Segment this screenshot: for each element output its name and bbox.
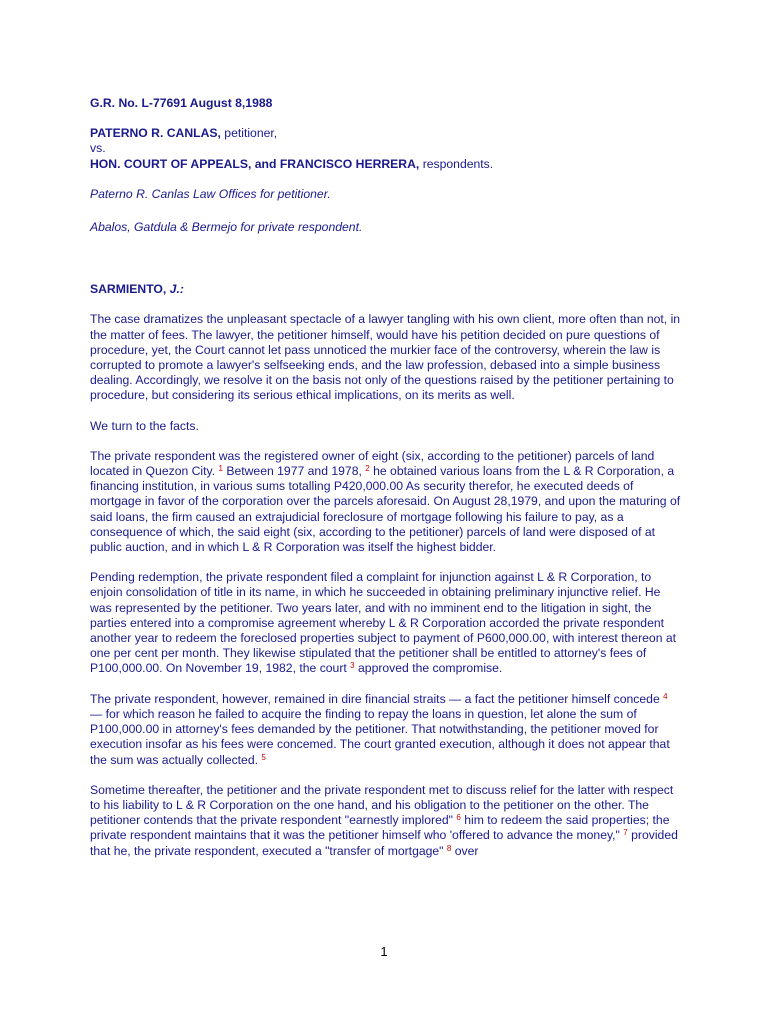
respondents-name: HON. COURT OF APPEALS, and FRANCISCO HERRERA, <box>90 156 420 171</box>
footnote-ref-5[interactable]: 5 <box>261 752 266 762</box>
paragraph-3-text-b: Between 1977 and 1978, <box>222 464 366 479</box>
page-number: 1 <box>380 944 388 959</box>
paragraph-3-text-a: The private respondent was the registered owner of eight (six, according to the petitioner) parcels of land located in Quezon City. <box>90 448 655 479</box>
footnote-ref-8[interactable]: 8 <box>446 843 452 853</box>
petitioner-name: PATERNO R. CANLAS, <box>90 126 221 141</box>
paragraph-4 <box>90 570 682 676</box>
footnote-ref-4[interactable]: 4 <box>663 691 668 701</box>
paragraph-6 <box>90 783 682 859</box>
case-number: G.R. No. L-77691 August 8,1988 <box>90 96 273 110</box>
paragraph-3 <box>90 449 682 555</box>
paragraph-1: The case dramatizes the unpleasant spectacle of a lawyer tangling with his own client, more often than not, in the matter of fees. The lawyer, the petitioner himself, would have his petition decided on pure questions of procedure, yet, the Court cannot let pass unnoticed the murkier face of the controversy, wherein the law is corrupted to promote a lawyer's selfseeking ends, and the law profession, debased into a simple business dealing. Accordingly, we resolve it on the basis not only of the questions raised by the petitioner pertaining to procedure, but considering its serious ethical implications, on its merits as well. <box>90 312 681 403</box>
petitioner-role: petitioner, <box>220 126 278 141</box>
petitioner-counsel: Paterno R. Canlas Law Offices for petitioner. <box>90 186 331 201</box>
ponente <box>90 282 682 297</box>
respondents-role: respondents. <box>419 156 494 171</box>
paragraph-6-text-d: over <box>451 843 479 858</box>
paragraph-6-text-b: him to redeem the said properties; the private respondent maintains that it was the petitioner himself who 'offered to advance the money," <box>90 813 670 843</box>
paragraph-3-text-c: he obtained various loans from the L & R Corporation, a financing institution, in various sums totalling P420,000.00 As security therefor, he executed deeds of mortgage in favor of the corporation over the parcels aforesaid. On August 28,1979, and upon the maturing of said loans, the firm caused an extrajudicial foreclosure of mortgage following his failure to pay, as a consequence of which, the said eight (six, according to the petitioner) parcels of land were disposed of at public auction, and in which L & R Corporation was itself the highest bidder. <box>90 464 681 555</box>
paragraph-6-text-c: provided that he, the private respondent, executed a "transfer of mortgage" <box>90 828 678 858</box>
case-parties <box>90 126 682 172</box>
footnote-ref-2[interactable]: 2 <box>365 464 370 474</box>
ponente-title: J.: <box>166 282 184 297</box>
ponente-name: SARMIENTO, <box>90 282 167 297</box>
paragraph-5-text-b: — for which reason he failed to acquire the finding to repay the loans in question, let alone the sum of P100,000.00 in attorney's fees demanded by the petitioner. That notwithstanding, the petitioner moved for execution insofar as his fees were concemed. The court granted execution, although it does not appear that the sum was actually collected. <box>90 706 670 767</box>
document-page <box>90 96 682 874</box>
versus-text: vs. <box>90 141 106 156</box>
paragraph-5-text-a: The private respondent, however, remained in dire financial straits — a fact the petitioner himself concede <box>90 691 664 706</box>
paragraph-4-text-b: approved the compromise. <box>354 661 503 676</box>
footnote-ref-1[interactable]: 1 <box>218 464 223 474</box>
footnote-ref-3[interactable]: 3 <box>350 661 355 671</box>
paragraph-2: We turn to the facts. <box>90 418 199 433</box>
paragraph-4-text-a: Pending redemption, the private respondent filed a complaint for injunction against L & R Corporation, to enjoin consolidation of title in its name, in which he succeeded in obtaining preliminary injunctive relief. He was represented by the petitioner. Two years later, and with no imminent end to the litigation in sight, the parties entered into a compromise agreement whereby L & R Corporation accorded the private respondent another year to redeem the foreclosed properties subject to payment of P600,000.00, with interest thereon at one per cent per month. They likewise stipulated that the petitioner shall be entitled to attorney's fees of P100,000.00. On November 19, 1982, the court <box>90 570 677 676</box>
paragraph-5 <box>90 692 682 768</box>
respondents-line <box>90 157 682 172</box>
respondent-counsel: Abalos, Gatdula & Bermejo for private respondent. <box>90 220 363 235</box>
paragraph-6-text-a: Sometime thereafter, the petitioner and the private respondent met to discuss relief for the latter with respect to his liability to L & R Corporation on the one hand, and his obligation to the petitioner on the other. The petitioner contends that the private respondent "earnestly implored" <box>90 782 674 828</box>
petitioner-line <box>90 126 682 141</box>
footnote-ref-6[interactable]: 6 <box>456 813 461 823</box>
footnote-ref-7[interactable]: 7 <box>623 828 628 838</box>
